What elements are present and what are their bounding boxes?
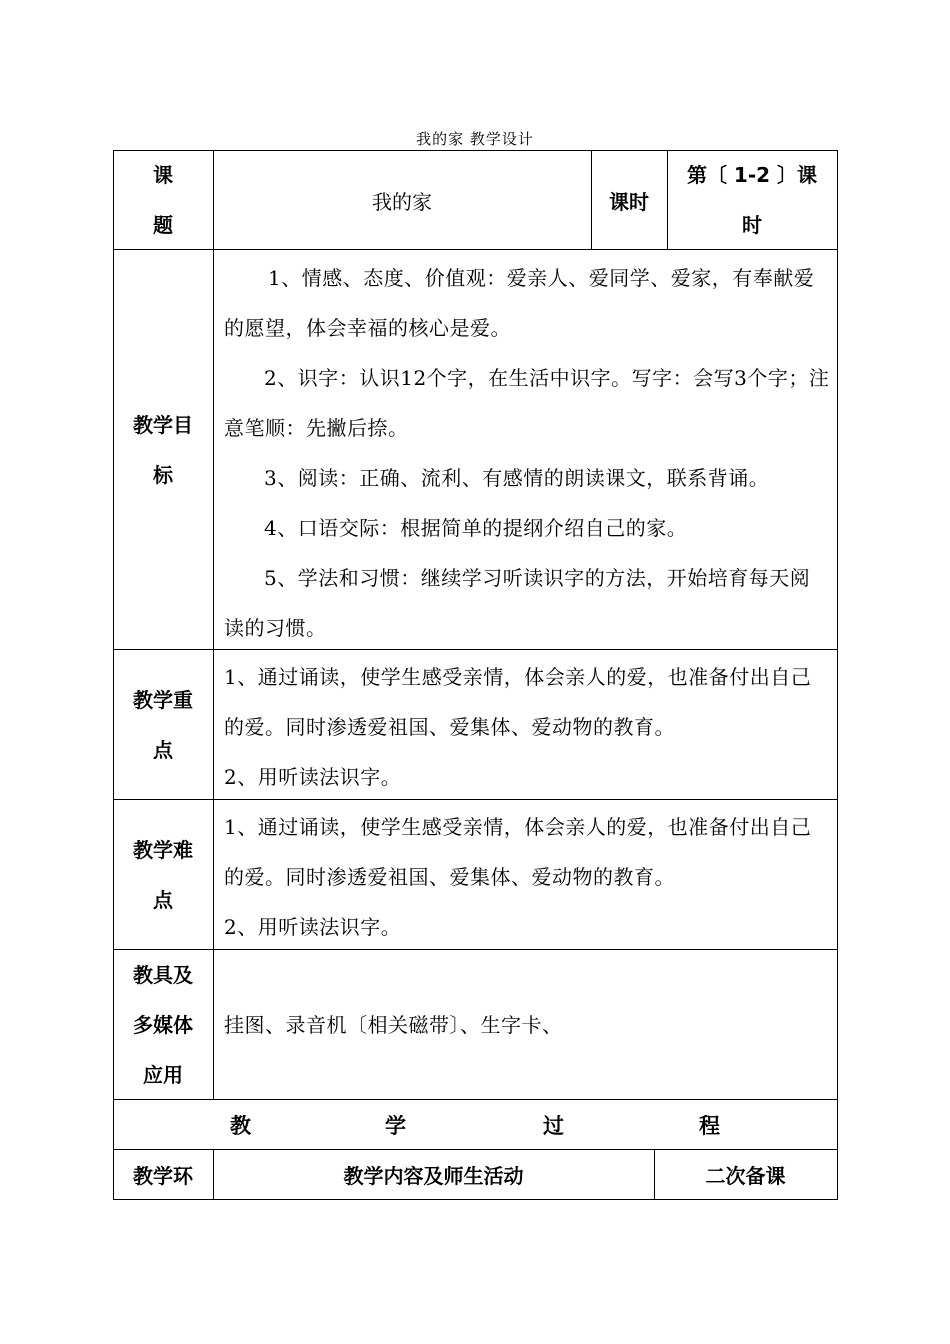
key-points-label	[113, 650, 213, 799]
goal-item: 1、情感、态度、价值观：爱亲人、爱同学、爱家，有奉献爱的愿望，体会幸福的核心是爱。	[224, 266, 815, 340]
media-label-line: 应用	[143, 1062, 183, 1087]
media-label	[113, 950, 213, 1099]
topic-value: 我的家	[372, 189, 432, 214]
difficulties-list	[224, 802, 830, 952]
goals-label	[113, 250, 213, 649]
goal-item: 2、识字：认识12个字，在生活中识字。写字：会写3个字；注意笔顺：先撇后捺。	[224, 366, 830, 440]
column-header-notes: 二次备课	[705, 1164, 786, 1188]
period-label: 课时	[609, 189, 649, 214]
process-header	[113, 1100, 837, 1149]
topic-label-char: 课	[153, 163, 173, 187]
table-border-bottom	[113, 1199, 838, 1200]
column-header-stage: 教学环	[133, 1164, 193, 1188]
process-header-char: 教	[230, 1114, 251, 1138]
media-label-line: 教具及	[133, 962, 193, 987]
table-border-right	[837, 150, 838, 1200]
media-value: 挂图、录音机〔相关磁带〕、生字卡、	[224, 1013, 563, 1037]
goal-item: 3、阅读：正确、流利、有感情的朗读课文，联系背诵。	[264, 466, 770, 490]
period-value-line: 时	[742, 213, 762, 237]
period-value	[667, 150, 837, 250]
key-points-label-line: 点	[153, 737, 173, 762]
goal-item: 4、口语交际：根据简单的提纲介绍自己的家。	[264, 516, 688, 540]
key-point-item: 2、用听读法识字。	[224, 765, 402, 789]
process-header-char: 程	[699, 1114, 720, 1138]
goals-list	[224, 253, 830, 653]
process-header-char: 学	[385, 1114, 406, 1138]
media-label-line: 多媒体	[133, 1012, 193, 1037]
difficulties-label-line: 教学难	[133, 837, 193, 862]
difficulty-item: 1、通过诵读，使学生感受亲情，体会亲人的爱，也准备付出自己的爱。同时渗透爱祖国、爱集体、爱动物的教育。	[224, 815, 812, 889]
difficulties-label	[113, 800, 213, 949]
difficulty-item: 2、用听读法识字。	[224, 915, 402, 939]
topic-label	[113, 150, 213, 250]
column-header-content: 教学内容及师生活动	[343, 1164, 524, 1188]
key-point-item: 1、通过诵读，使学生感受亲情，体会亲人的爱，也准备付出自己的爱。同时渗透爱祖国、爱集体、爱动物的教育。	[224, 665, 812, 739]
period-value-line: 第〔 1-2 〕课	[686, 163, 818, 187]
process-header-char: 过	[543, 1114, 564, 1138]
goal-item: 5、学法和习惯：继续学习听读识字的方法，开始培育每天阅读的习惯。	[224, 566, 811, 640]
difficulties-label-line: 点	[153, 887, 173, 912]
key-points-list	[224, 652, 830, 802]
column-divider	[213, 150, 214, 1100]
goals-label-line: 教学目	[133, 412, 193, 437]
document-title: 我的家 教学设计	[416, 130, 534, 148]
topic-label-char: 题	[153, 213, 173, 237]
key-points-label-line: 教学重	[133, 687, 193, 712]
goals-label-line: 标	[153, 462, 173, 487]
